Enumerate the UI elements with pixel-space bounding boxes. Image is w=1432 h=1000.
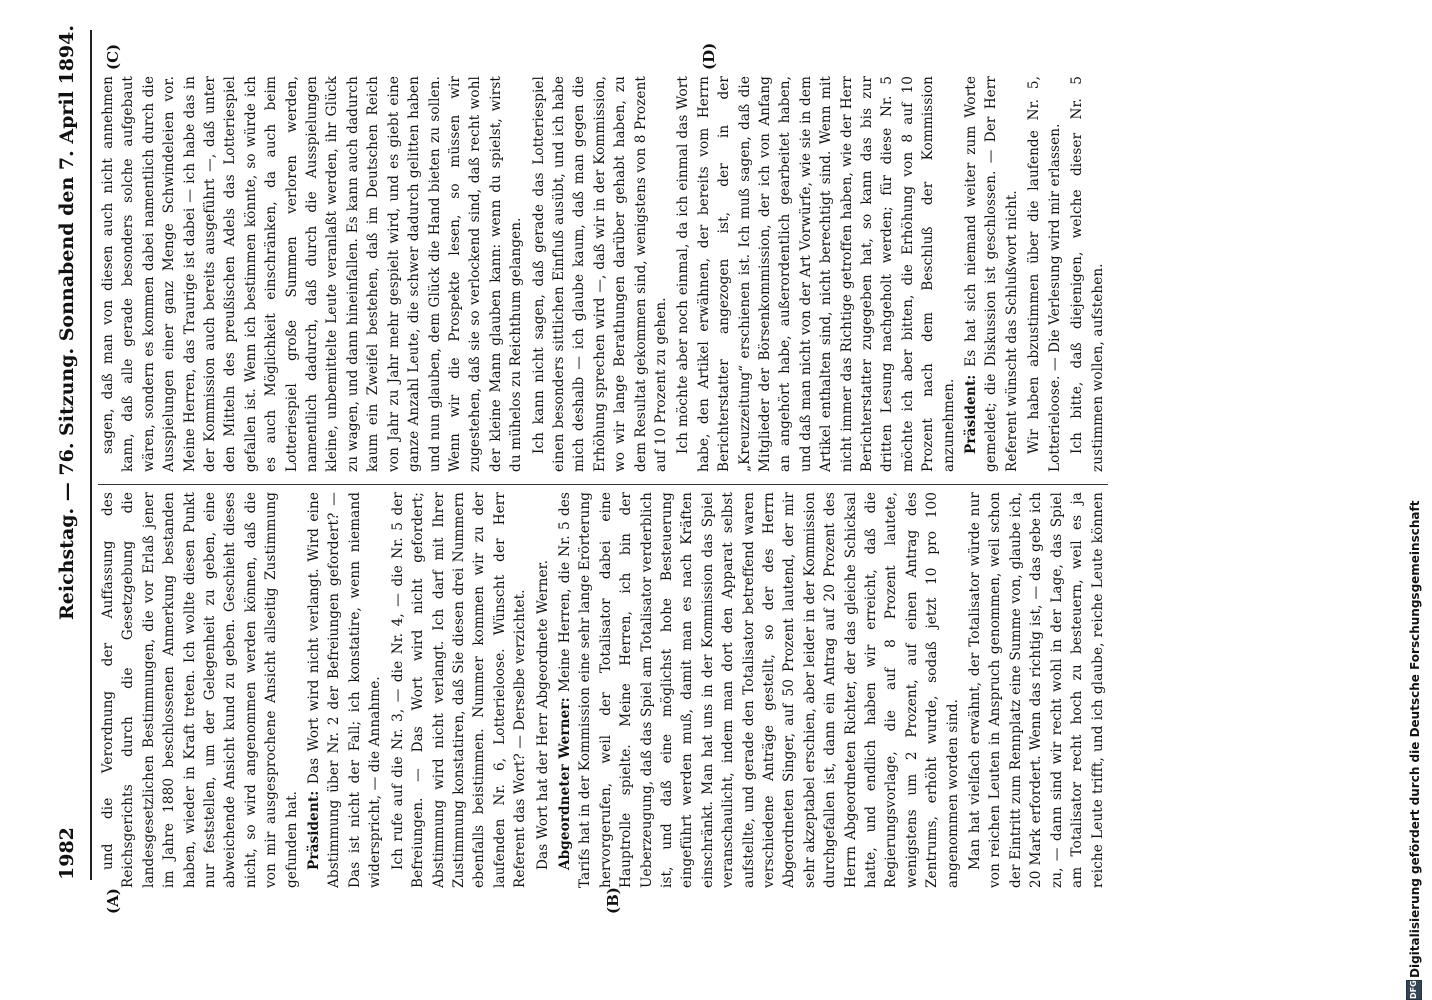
paragraph: Ich rufe auf die Nr. 3, — die Nr. 4, — die Nr. 5 der Befreiungen. — Das Wort wird nicht gefordert; Abstimmung wird nicht verlangt. Ich darf mit Ihrer Zustimmung konstatiren, daß Sie diesen drei Nummern ebenfalls beistimmen. Nummer kommen wir zu der laufenden Nr. 6, Lotterieloose. Wünscht der Herr Referent das Wort? — Derselbe verzichtet. xyxy=(389,492,529,888)
paragraph: Das Wort hat der Herr Abgeordnete Werner. xyxy=(534,559,551,870)
paragraph: Wir haben abzustimmen über die laufende Nr. 5, Lotterieloose. — Die Verlesung wird mir erlassen. xyxy=(1026,76,1063,472)
page-number: 1982 xyxy=(56,827,78,880)
running-title: Reichstag. — 76. Sitzung. Sonnabend den 7. April 1894. xyxy=(56,25,78,620)
margin-mark-a: (A) xyxy=(104,888,122,914)
margin-mark-c: (C) xyxy=(104,43,122,70)
paragraph xyxy=(555,492,963,888)
paragraph: Ich bitte, daß diejenigen, welche dieser Nr. 5 zustimmen wollen, aufstehen. xyxy=(1069,76,1106,472)
page-header xyxy=(52,25,86,880)
speaker-name: Präsident: xyxy=(306,790,323,870)
left-column xyxy=(98,492,1108,888)
paragraph xyxy=(961,76,1022,472)
digitization-footer xyxy=(1404,0,1428,1000)
speaker-name: Abgeordneter Werner: xyxy=(556,697,573,870)
speech-text: Meine Herren, die Nr. 5 des Tarifs hat in der Kommission eine sehr lange Erörterung hervorgerufen, weil der Totalisator dabei eine Hauptrolle spielte. Meine Herren, ich bin der Ueberzeugung, daß das Spiel am Totalisator verderblich ist, und daß eine möglichst hohe Besteuerung eingeführt werden muß, damit man es nach Kräften einschränkt. Man hat uns in der Kommission das Spiel veranschaulicht, indem man dort den Apparat selbst aufstellte, und gerade den Totalisator betreffend waren verschiedene Anträge gestellt, so der des Herrn Abgeordneten Singer, auf 50 Prozent lautend, der mir sehr akzeptabel erschien, aber leider in der Kommission durchgefallen ist, dann ein Antrag auf 20 Prozent des Herrn Abgeordneten Richter, der das gleiche Schicksal hatte, und endlich haben wir erreicht, daß die Regierungsvorlage, die auf 8 Prozent lautete, wenigstens um 2 Prozent, auf einen Antrag des Zentrums, erhöht wurde, sodaß jetzt 10 pro 100 angenommen worden sind. xyxy=(556,492,961,888)
paragraph: Ich kann nicht sagen, daß gerade das Lotteriespiel einen besonders sittlichen Einfluß ausübt, und ich habe mich deshalb — ich glaube kaum, daß man gegen die Erhöhung sprechen wird —, daß wir in der Kommission, wo wir lange Berathungen darüber gehabt haben, zu dem Resultat gekommen sind, wenigstens von 8 Prozent auf 10 Prozent zu gehen. xyxy=(530,76,669,472)
column-divider xyxy=(98,484,1108,485)
paragraph: sagen, daß man von diesen auch nicht annehmen kann, daß alle gerade besonders solche aufgebaut wären, sondern es kommen dabei namentlich durch die Ausspielungen einer ganz Menge Schwindeleien vor. Meine Herren, das Traurige ist dabei — ich habe das in der Kommission auch bereits ausgeführt —, daß unter den Mitteln des preußischen Adels das Lotteriespiel gefallen ist. Wenn ich bestimmen könnte, so würde ich es auch Möglichkeit einschränken, da auch beim Lotteriespiel große Summen verloren werden, namentlich dadurch, daß durch die Ausspielungen kleine, unbemittelte Leute veranlaßt werden, ihr Glück zu wagen, und dann hineinfallen. Es kann auch dadurch kaum ein Zweifel bestehen, daß im Deutschen Reich von Jahr zu Jahr mehr gespielt wird, und es giebt eine ganze Anzahl Leute, die schwer dadurch gelitten haben und nun glauben, dem Glück die Hand bieten zu sollen. Wenn wir die Prospekte lesen, so müssen wir zugestehen, daß sie so verlockend sind, daß recht wohl der kleine Mann glauben kann: wenn du spielst, wirst du mühelos zu Reichthum gelangen. xyxy=(100,76,525,472)
header-rule xyxy=(90,30,92,880)
digitization-credit: Digitalisierung gefördert durch die Deutsche Forschungsgemeinschaft xyxy=(1408,500,1422,978)
right-column xyxy=(98,76,1108,472)
speech-text: Es hat sich niemand weiter zum Worte gemeldet; die Diskussion ist geschlossen. — Der Herr Referent wünscht das Schlußwort nicht. xyxy=(963,76,1020,472)
paragraph: und die Verordnung der Auffassung des Reichsgerichts durch die Gesetzgebung die landesgesetzlichen Bestimmungen, die vor Erlaß jener im Jahre 1880 beschlossenen Anmerkung bestanden haben, wieder in Kraft treten. Ich wollte diesen Punkt nur feststellen, um der Gelegenheit zu geben, eine abweichende Ansicht kund zu geben. Geschieht dieses nicht, so wird angenommen werden können, daß die von mir ausgesprochene Ansicht allseitig Zustimmung gefunden hat. xyxy=(100,492,300,888)
speech-text: Das Wort wird nicht verlangt. Wird eine Abstimmung über Nr. 2 der Befreiungen gefordert? — Das ist nicht der Fall; ich konstatire, wenn niemand widerspricht, — die Annahme. xyxy=(306,492,384,888)
paragraph: Man hat vielfach erwähnt, der Totalisator würde nur von reichen Leuten in Anspruch genommen, weil schon der Eintritt zum Rennplatz eine Summe von, glaube ich, 20 Mark erfordert. Wenn das richtig ist, — das gebe ich zu, — dann sind wir recht wohl in der Lage, das Spiel am Totalisator recht hoch zu besteuern, weil es ja reiche Leute trifft, und ich glaube, reiche Leute können xyxy=(967,492,1106,888)
speaker-name: Präsident: xyxy=(963,374,980,454)
dfg-logo: DFG xyxy=(1406,980,1422,1000)
paragraph: Ich möchte aber noch einmal, da ich einmal das Wort habe, den Artikel erwähnen, der bereits vom Herrn Berichterstatter angezogen ist, der in der „Kreuzzeitung“ erschienen ist. Ich muß sagen, daß die Mitglieder der Börsenkommission, der ich von Anfang an angehört habe, außerordentlich gearbeitet haben, und daß man nicht von der Art Vorwürfe, wie sie in dem Artikel enthalten sind, nicht berechtigt sind. Wenn mit nicht immer das Richtige getroffen haben, wie der Herr Berichterstatter zugegeben hat, so kann das bis zur dritten Lesung nachgeholt werden; für diese Nr. 5 möchte ich aber bitten, die Erhöhung von 8 auf 10 Prozent nach dem Beschluß der Kommission anzunehmen. xyxy=(675,76,957,472)
margin-mark-b: (B) xyxy=(604,887,622,914)
paragraph xyxy=(304,492,386,888)
margin-mark-d: (D) xyxy=(700,42,718,70)
